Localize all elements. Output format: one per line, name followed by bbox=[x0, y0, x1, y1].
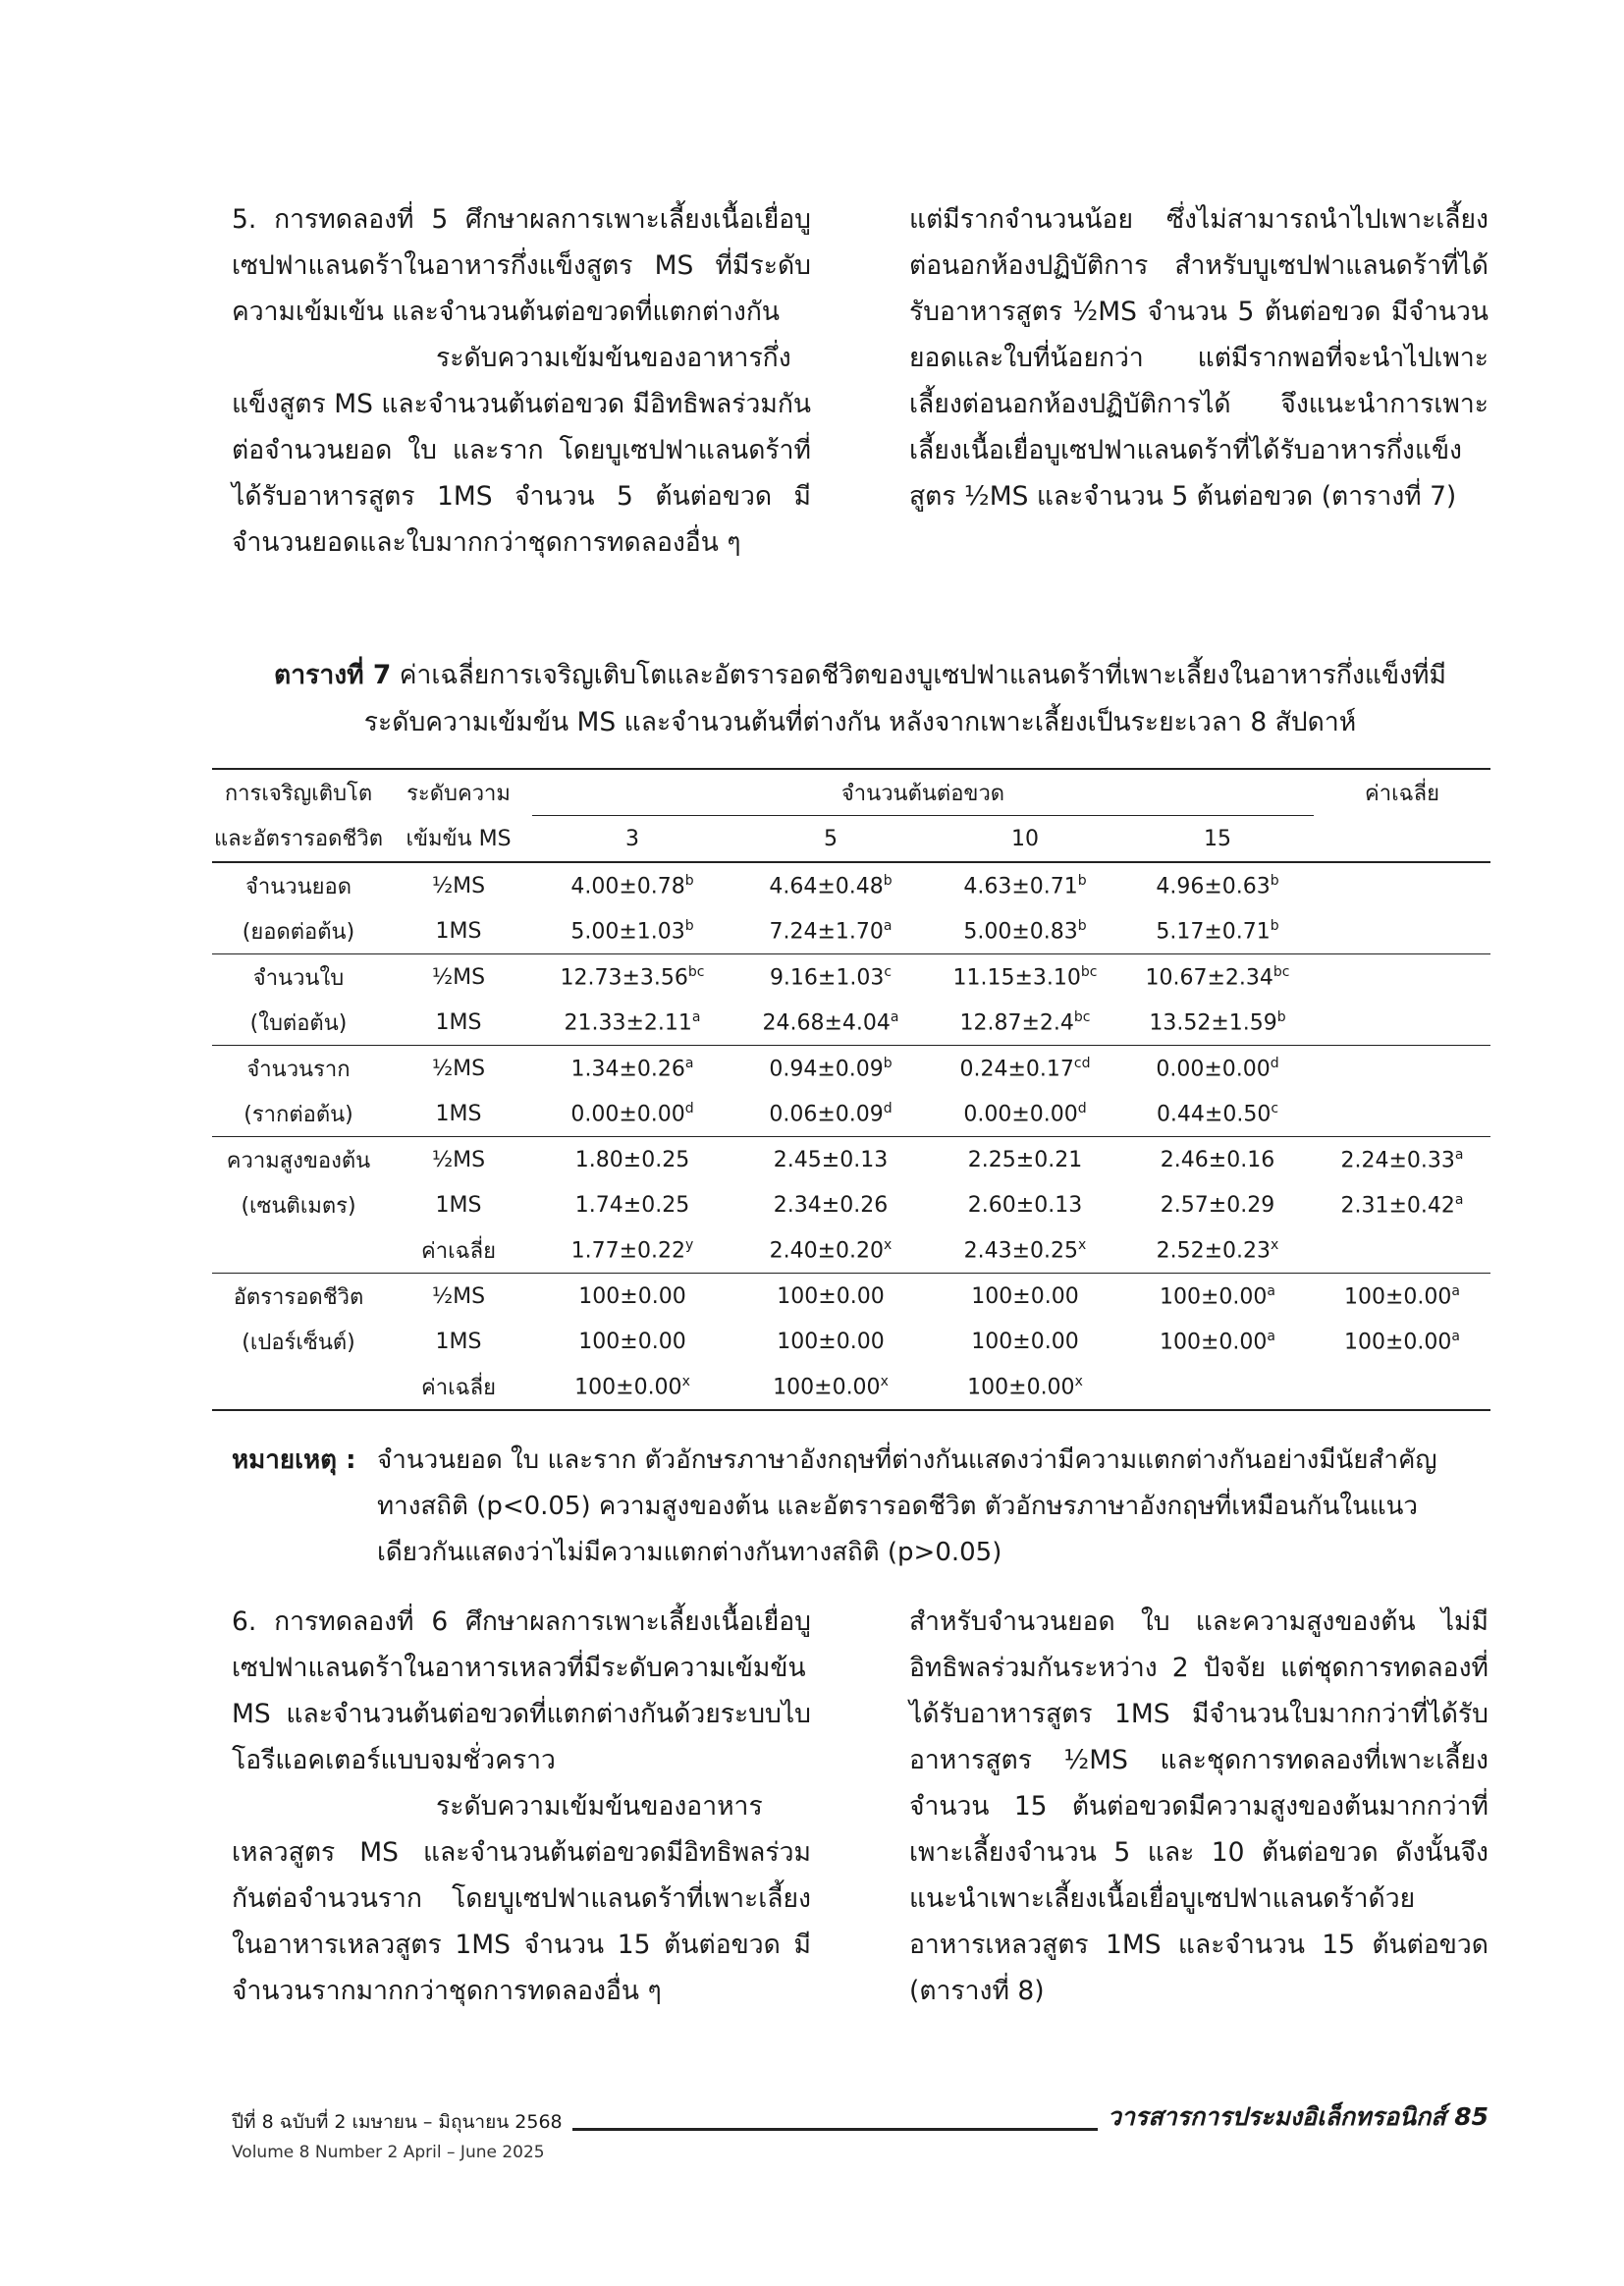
header-cell: จำนวนต้นต่อขวด bbox=[532, 769, 1314, 816]
cell: ค่าเฉลี่ย bbox=[421, 1375, 496, 1400]
cell: 1MS bbox=[435, 1192, 482, 1218]
cell: 2.57±0.29 bbox=[1160, 1192, 1275, 1218]
cell: 100±0.00$^a$ bbox=[1343, 1328, 1460, 1355]
table-row bbox=[212, 1000, 1490, 1046]
cell: 0.00±0.00$^d$ bbox=[570, 1100, 694, 1127]
note-line: จำนวนยอด ใบ และราก ตัวอักษรภาษาอังกฤษที่ต่างกันแสดงว่ามีความแตกต่างกันอย่างมีนัยสำคัญ bbox=[377, 1445, 1437, 1475]
cell: 24.68±4.04$^a$ bbox=[762, 1008, 899, 1036]
left-column bbox=[232, 1599, 811, 2014]
table-row bbox=[212, 1319, 1490, 1364]
cell: ½MS bbox=[431, 964, 486, 990]
paragraph: 5. การทดลองที่ 5 ศึกษาผลการเพาะเลี้ยงเนื้อเยื่อบูเซปฟาแลนดร้าในอาหารกึ่งแข็งสูตร MS ที่มีระดับความเข้มเข้น และจำนวนต้นต่อขวดที่แตกต่างกัน bbox=[232, 204, 811, 327]
header-cell: 15 bbox=[1204, 826, 1231, 851]
cell: ค่าเฉลี่ย bbox=[421, 1238, 496, 1264]
left-column bbox=[232, 196, 811, 566]
row-label: (รากต่อต้น) bbox=[244, 1102, 353, 1127]
table-row bbox=[212, 954, 1490, 1001]
row-label: จำนวนใบ bbox=[252, 965, 345, 991]
cell: 2.45±0.13 bbox=[773, 1147, 889, 1172]
issue-english: Volume 8 Number 2 April – June 2025 bbox=[232, 2143, 545, 2162]
cell: 21.33±2.11$^a$ bbox=[564, 1008, 701, 1036]
row-label: (ยอดต่อต้น) bbox=[242, 919, 355, 945]
cell: 7.24±1.70$^a$ bbox=[769, 917, 893, 945]
cell: 13.52±1.59$^b$ bbox=[1149, 1008, 1286, 1036]
cell: 100±0.00 bbox=[971, 1283, 1079, 1309]
header-cell: และอัตรารอดชีวิต bbox=[213, 827, 384, 852]
header-cell: 10 bbox=[1011, 826, 1039, 851]
table-note bbox=[232, 1438, 1489, 1576]
cell: 2.34±0.26 bbox=[773, 1192, 889, 1218]
cell: 0.00±0.00$^d$ bbox=[1156, 1055, 1279, 1082]
section-5-text bbox=[232, 196, 1489, 566]
note-line: ทางสถิติ (p<0.05) ความสูงของต้น และอัตรารอดชีวิต ตัวอักษรภาษาอังกฤษที่เหมือนกันในแนว bbox=[377, 1492, 1418, 1521]
cell: ½MS bbox=[431, 1056, 486, 1081]
paragraph: 6. การทดลองที่ 6 ศึกษาผลการเพาะเลี้ยงเนื้อเยื่อบูเซปฟาแลนดร้าในอาหารเหลวที่มีระดับความเข้มข้น MS และจำนวนต้นต่อขวดที่แตกต่างกันด้วยระบบไบโอรีแอคเตอร์แบบจมชั่วคราว bbox=[232, 1606, 811, 1775]
section-6-text bbox=[232, 1599, 1489, 2014]
row-label: จำนวนยอด bbox=[244, 874, 352, 899]
cell: 4.64±0.48$^b$ bbox=[769, 872, 893, 899]
cell: 10.67±2.34$^{bc}$ bbox=[1145, 963, 1290, 991]
page-footer bbox=[232, 2097, 1489, 2162]
table-row bbox=[212, 908, 1490, 954]
note-label: หมายเหตุ : bbox=[232, 1445, 356, 1475]
cell: 4.00±0.78$^b$ bbox=[570, 872, 694, 899]
table-row bbox=[212, 1274, 1490, 1320]
cell: 0.44±0.50$^c$ bbox=[1156, 1100, 1279, 1127]
cell: 2.31±0.42$^a$ bbox=[1340, 1191, 1464, 1219]
caption-label: ตารางที่ 7 bbox=[274, 660, 392, 690]
cell: $2.43\pm 0.25^x$ bbox=[963, 1236, 1087, 1264]
cell: 100±0.00$^a$ bbox=[1343, 1282, 1460, 1310]
paragraph: แต่มีรากจำนวนน้อย ซึ่งไม่สามารถนำไปเพาะเลี้ยงต่อนอกห้องปฏิบัติการ สำหรับบูเซปฟาแลนดร้าที่ได้รับอาหารสูตร ½MS จำนวน 5 ต้นต่อขวด มีจำนวนยอดและใบที่น้อยกว่า แต่มีรากพอที่จะนำไปเพาะเลี้ยงต่อนอกห้องปฏิบัติการได้ จึงแนะนำการเพาะเลี้ยงเนื้อเยื่อบูเซปฟาแลนดร้าที่ได้รับอาหารกึ่งแข็งสูตร ½MS และจำนวน 5 ต้นต่อขวด (ตารางที่ 7) bbox=[909, 204, 1489, 512]
data-table bbox=[212, 768, 1490, 1411]
cell: $100\pm 0.00^x$ bbox=[773, 1373, 889, 1400]
caption-line: ระดับความเข้มข้น MS และจำนวนต้นที่ต่างกัน หลังจากเพาะเลี้ยงเป็นระยะเวลา 8 สัปดาห์ bbox=[363, 707, 1357, 737]
cell: 2.46±0.16 bbox=[1160, 1147, 1275, 1172]
row-label: (เซนติเมตร) bbox=[241, 1193, 356, 1219]
cell: 2.24±0.33$^a$ bbox=[1340, 1146, 1464, 1173]
cell: 1.34±0.26$^a$ bbox=[570, 1055, 694, 1082]
cell: ½MS bbox=[431, 873, 486, 898]
note-line: เดียวกันแสดงว่าไม่มีความแตกต่างกันทางสถิติ (p>0.05) bbox=[377, 1538, 1002, 1567]
header-cell: 3 bbox=[625, 826, 639, 851]
cell: 100±0.00 bbox=[777, 1283, 885, 1309]
table-row bbox=[212, 862, 1490, 908]
table-row bbox=[212, 1227, 1490, 1274]
cell: 100±0.00 bbox=[971, 1329, 1079, 1354]
cell: 1.80±0.25 bbox=[574, 1147, 690, 1172]
cell: 5.00±0.83$^b$ bbox=[963, 917, 1087, 945]
cell: 4.63±0.71$^b$ bbox=[963, 872, 1087, 899]
cell: 1MS bbox=[435, 1329, 482, 1354]
cell: 1.74±0.25 bbox=[574, 1192, 690, 1218]
cell: 1MS bbox=[435, 1009, 482, 1035]
cell: $1.77\pm 0.22^y$ bbox=[570, 1236, 694, 1264]
cell: $2.52\pm 0.23^x$ bbox=[1156, 1236, 1279, 1264]
cell: 9.16±1.03$^c$ bbox=[769, 963, 893, 991]
table-header-row bbox=[212, 816, 1490, 863]
cell: 4.96±0.63$^b$ bbox=[1156, 872, 1279, 899]
header-cell: 5 bbox=[824, 826, 838, 851]
caption-line: ตารางที่ 7 ค่าเฉลี่ยการเจริญเติบโตและอัตรารอดชีวิตของบูเซปฟาแลนดร้าที่เพาะเลี้ยงในอาหารกึ่งแข็งที่มี bbox=[274, 660, 1446, 690]
table-row bbox=[212, 1091, 1490, 1137]
cell: 1MS bbox=[435, 1101, 482, 1126]
journal-title: วารสารการประมงอิเล็กทรอนิกส์ 85 bbox=[1107, 2102, 1489, 2131]
cell: ½MS bbox=[431, 1283, 486, 1309]
paragraph: สำหรับจำนวนยอด ใบ และความสูงของต้น ไม่มีอิทธิพลร่วมกันระหว่าง 2 ปัจจัย แต่ชุดการทดลองที่ได้รับอาหารสูตร 1MS มีจำนวนใบมากกว่าที่ได้รับอาหารสูตร ½MS และชุดการทดลองที่เพาะเลี้ยงจำนวน 15 ต้นต่อขวดมีความสูงของต้นมากกว่าที่เพาะเลี้ยงจำนวน 5 และ 10 ต้นต่อขวด ดังนั้นจึงแนะนำเพาะเลี้ยงเนื้อเยื่อบูเซปฟาแลนดร้าด้วยอาหารเหลวสูตร 1MS และจำนวน 15 ต้นต่อขวด (ตารางที่ 8) bbox=[909, 1606, 1489, 2006]
header-cell: การเจริญเติบโต bbox=[224, 781, 373, 806]
paragraph: ระดับความเข้มข้นของอาหารกึ่งแข็งสูตร MS และจำนวนต้นต่อขวด มีอิทธิพลร่วมกันต่อจำนวนยอด ใบ และราก โดยบูเซปฟาแลนดร้าที่ได้รับอาหารสูตร 1MS จำนวน 5 ต้นต่อขวด มีจำนวนยอดและใบมากกว่าชุดการทดลองอื่น ๆ bbox=[232, 343, 811, 558]
right-column bbox=[909, 1599, 1489, 2014]
paragraph: ระดับความเข้มข้นของอาหารเหลวสูตร MS และจำนวนต้นต่อขวดมีอิทธิพลร่วมกันต่อจำนวนราก โดยบูเซปฟาแลนดร้าที่เพาะเลี้ยงในอาหารเหลวสูตร 1MS จำนวน 15 ต้นต่อขวด มีจำนวนรากมากกว่าชุดการทดลองอื่น ๆ bbox=[232, 1791, 811, 2006]
cell: 2.25±0.21 bbox=[967, 1147, 1083, 1172]
table-header-row bbox=[212, 769, 1490, 816]
cell: ½MS bbox=[431, 1147, 486, 1172]
cell: 100±0.00$^a$ bbox=[1159, 1328, 1275, 1355]
cell: 11.15±3.10$^{bc}$ bbox=[952, 963, 1098, 991]
cell: $100\pm 0.00^x$ bbox=[574, 1373, 690, 1400]
cell: 100±0.00 bbox=[777, 1329, 885, 1354]
cell: 0.94±0.09$^b$ bbox=[769, 1055, 893, 1082]
header-cell: เข้มข้น MS bbox=[406, 827, 512, 852]
right-column bbox=[909, 196, 1489, 566]
cell: 100±0.00 bbox=[578, 1283, 686, 1309]
table-caption bbox=[232, 652, 1489, 746]
cell: $100\pm 0.00^x$ bbox=[967, 1373, 1083, 1400]
page-number: 85 bbox=[1454, 2102, 1489, 2131]
row-label: (ใบต่อต้น) bbox=[249, 1010, 348, 1036]
table-row bbox=[212, 1137, 1490, 1183]
cell: 0.24±0.17$^{cd}$ bbox=[959, 1055, 1091, 1082]
cell: $2.40\pm 0.20^x$ bbox=[769, 1236, 893, 1264]
row-label: อัตรารอดชีวิต bbox=[233, 1284, 364, 1310]
cell: 12.87±2.4$^{bc}$ bbox=[959, 1008, 1091, 1036]
table-row bbox=[212, 1046, 1490, 1092]
cell: 0.00±0.00$^d$ bbox=[963, 1100, 1087, 1127]
cell: 100±0.00 bbox=[578, 1329, 686, 1354]
issue-thai: ปีที่ 8 ฉบับที่ 2 เมษายน – มิถุนายน 2568 bbox=[232, 2111, 563, 2133]
footer-rule bbox=[572, 2128, 1098, 2131]
cell: 2.60±0.13 bbox=[967, 1192, 1083, 1218]
header-cell: ค่าเฉลี่ย bbox=[1365, 781, 1439, 806]
cell: 5.00±1.03$^b$ bbox=[570, 917, 694, 945]
table-row bbox=[212, 1364, 1490, 1410]
row-label: ความสูงของต้น bbox=[226, 1148, 371, 1173]
row-label: จำนวนราก bbox=[246, 1057, 351, 1082]
cell: 1MS bbox=[435, 918, 482, 944]
cell: 0.06±0.09$^d$ bbox=[769, 1100, 893, 1127]
cell: 100±0.00$^a$ bbox=[1159, 1282, 1275, 1310]
row-label: (เปอร์เซ็นต์) bbox=[242, 1330, 355, 1355]
cell: 5.17±0.71$^b$ bbox=[1156, 917, 1279, 945]
table-row bbox=[212, 1182, 1490, 1227]
header-cell: ระดับความ bbox=[406, 781, 511, 806]
cell: 12.73±3.56$^{bc}$ bbox=[560, 963, 705, 991]
